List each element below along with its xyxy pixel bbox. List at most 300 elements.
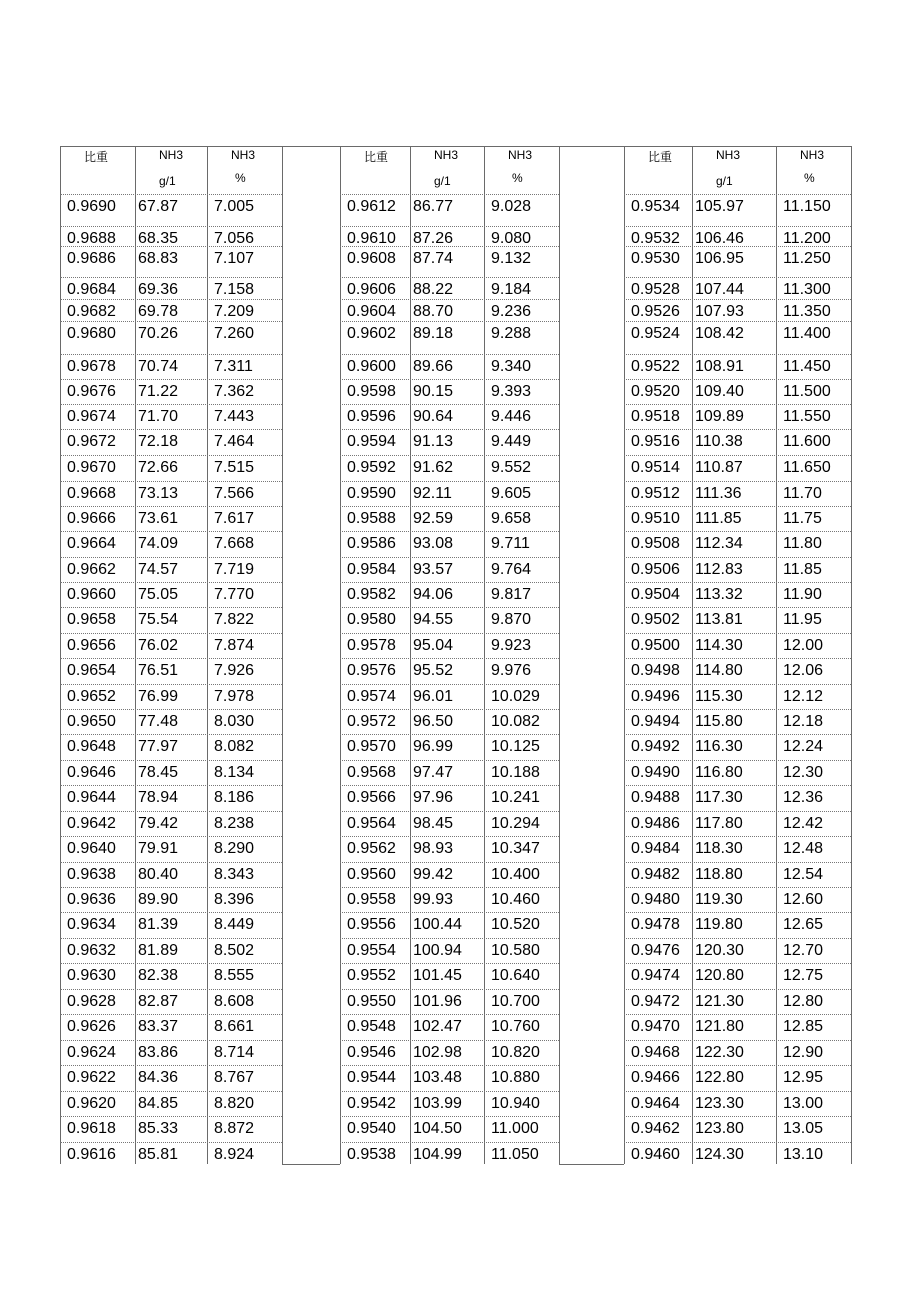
cell-specific-gravity: 0.9550 <box>347 993 396 1010</box>
cell-specific-gravity: 0.9464 <box>631 1095 680 1112</box>
cell-nh3-gl: 120.30 <box>695 942 744 959</box>
row-rule <box>340 989 559 990</box>
cell-nh3-percent: 10.880 <box>491 1069 540 1086</box>
header-specific-gravity: 比重 <box>648 150 673 164</box>
cell-nh3-percent: 8.608 <box>214 993 255 1010</box>
cell-specific-gravity: 0.9544 <box>347 1069 396 1086</box>
cell-nh3-gl: 83.86 <box>138 1044 179 1061</box>
cell-specific-gravity: 0.9516 <box>631 433 680 450</box>
cell-specific-gravity: 0.9570 <box>347 738 396 755</box>
cell-nh3-percent: 9.446 <box>491 408 532 425</box>
cell-nh3-percent: 10.347 <box>491 840 540 857</box>
cell-specific-gravity: 0.9474 <box>631 967 680 984</box>
cell-nh3-percent: 10.820 <box>491 1044 540 1061</box>
row-rule <box>340 321 559 322</box>
cell-specific-gravity: 0.9460 <box>631 1146 680 1163</box>
cell-specific-gravity: 0.9534 <box>631 198 680 215</box>
cell-nh3-percent: 7.311 <box>214 358 253 375</box>
cell-specific-gravity: 0.9508 <box>631 535 680 552</box>
cell-nh3-percent: 9.605 <box>491 485 532 502</box>
row-rule <box>624 684 851 685</box>
cell-specific-gravity: 0.9596 <box>347 408 396 425</box>
row-rule <box>340 582 559 583</box>
cell-nh3-percent: 8.290 <box>214 840 255 857</box>
row-rule <box>624 299 851 300</box>
cell-nh3-percent: 12.42 <box>783 815 824 832</box>
row-rule <box>624 836 851 837</box>
row-rule <box>60 321 282 322</box>
cell-nh3-gl: 78.94 <box>138 789 179 806</box>
header-rule <box>60 194 282 195</box>
cell-nh3-percent: 12.75 <box>783 967 824 984</box>
cell-specific-gravity: 0.9686 <box>67 250 116 267</box>
row-rule <box>624 1040 851 1041</box>
cell-nh3-percent: 11.80 <box>783 535 822 552</box>
cell-nh3-percent: 9.870 <box>491 611 532 628</box>
cell-nh3-gl: 121.80 <box>695 1018 744 1035</box>
row-rule <box>60 1065 282 1066</box>
row-rule <box>340 404 559 405</box>
cell-nh3-percent: 9.184 <box>491 281 532 298</box>
cell-nh3-percent: 9.764 <box>491 561 532 578</box>
cell-nh3-gl: 106.95 <box>695 250 744 267</box>
cell-nh3-gl: 85.33 <box>138 1120 179 1137</box>
cell-nh3-gl: 93.57 <box>413 561 454 578</box>
cell-nh3-gl: 105.97 <box>695 198 744 215</box>
cell-nh3-gl: 118.30 <box>695 840 743 857</box>
cell-specific-gravity: 0.9468 <box>631 1044 680 1061</box>
cell-nh3-gl: 85.81 <box>138 1146 179 1163</box>
cell-nh3-percent: 8.238 <box>214 815 255 832</box>
cell-specific-gravity: 0.9564 <box>347 815 396 832</box>
cell-nh3-percent: 9.658 <box>491 510 532 527</box>
cell-nh3-percent: 10.125 <box>491 738 540 755</box>
cell-nh3-gl: 79.91 <box>138 840 179 857</box>
cell-nh3-percent: 11.200 <box>783 230 831 247</box>
cell-specific-gravity: 0.9656 <box>67 637 116 654</box>
cell-nh3-gl: 70.26 <box>138 325 179 342</box>
cell-nh3-gl: 96.99 <box>413 738 454 755</box>
cell-specific-gravity: 0.9590 <box>347 485 396 502</box>
cell-nh3-gl: 97.96 <box>413 789 454 806</box>
cell-nh3-gl: 120.80 <box>695 967 744 984</box>
cell-nh3-gl: 88.70 <box>413 303 454 320</box>
row-rule <box>624 582 851 583</box>
cell-nh3-gl: 119.30 <box>695 891 743 908</box>
cell-nh3-percent: 11.500 <box>783 383 831 400</box>
cell-nh3-gl: 69.36 <box>138 281 179 298</box>
cell-specific-gravity: 0.9588 <box>347 510 396 527</box>
cell-specific-gravity: 0.9678 <box>67 358 116 375</box>
cell-specific-gravity: 0.9626 <box>67 1018 116 1035</box>
cell-specific-gravity: 0.9524 <box>631 325 680 342</box>
row-rule <box>60 862 282 863</box>
cell-nh3-percent: 7.719 <box>214 561 255 578</box>
row-rule <box>60 531 282 532</box>
cell-nh3-gl: 94.55 <box>413 611 454 628</box>
cell-specific-gravity: 0.9594 <box>347 433 396 450</box>
cell-nh3-gl: 87.26 <box>413 230 454 247</box>
cell-nh3-percent: 8.767 <box>214 1069 255 1086</box>
cell-nh3-gl: 99.93 <box>413 891 454 908</box>
cell-nh3-percent: 12.18 <box>783 713 824 730</box>
cell-nh3-percent: 13.10 <box>783 1146 824 1163</box>
cell-nh3-percent: 9.976 <box>491 662 532 679</box>
cell-nh3-gl: 102.98 <box>413 1044 462 1061</box>
cell-specific-gravity: 0.9684 <box>67 281 116 298</box>
cell-specific-gravity: 0.9666 <box>67 510 116 527</box>
cell-nh3-percent: 7.056 <box>214 230 255 247</box>
header-rule <box>624 194 851 195</box>
row-rule <box>624 912 851 913</box>
cell-specific-gravity: 0.9672 <box>67 433 116 450</box>
header-unit-gl: g/1 <box>434 174 451 188</box>
cell-nh3-gl: 98.45 <box>413 815 454 832</box>
cell-nh3-gl: 119.80 <box>695 916 743 933</box>
cell-specific-gravity: 0.9642 <box>67 815 116 832</box>
row-rule <box>60 811 282 812</box>
cell-nh3-gl: 122.80 <box>695 1069 744 1086</box>
cell-specific-gravity: 0.9690 <box>67 198 116 215</box>
row-rule <box>340 379 559 380</box>
cell-nh3-percent: 9.080 <box>491 230 532 247</box>
cell-nh3-percent: 9.028 <box>491 198 532 215</box>
cell-nh3-gl: 68.35 <box>138 230 179 247</box>
header-nh3-percent: NH3 <box>231 148 256 162</box>
cell-nh3-percent: 8.343 <box>214 866 255 883</box>
cell-nh3-percent: 8.555 <box>214 967 255 984</box>
cell-nh3-gl: 83.37 <box>138 1018 179 1035</box>
cell-specific-gravity: 0.9540 <box>347 1120 396 1137</box>
cell-specific-gravity: 0.9582 <box>347 586 396 603</box>
header-nh3-gl: NH3 <box>716 148 741 162</box>
cell-specific-gravity: 0.9600 <box>347 358 396 375</box>
cell-nh3-percent: 7.566 <box>214 485 255 502</box>
row-rule <box>60 481 282 482</box>
cell-nh3-percent: 10.640 <box>491 967 540 984</box>
header-unit-percent: % <box>804 171 815 185</box>
cell-nh3-percent: 12.95 <box>783 1069 824 1086</box>
row-rule <box>340 1065 559 1066</box>
cell-nh3-percent: 10.460 <box>491 891 540 908</box>
row-rule <box>624 963 851 964</box>
cell-nh3-gl: 104.99 <box>413 1146 462 1163</box>
cell-nh3-gl: 72.18 <box>138 433 179 450</box>
cell-nh3-percent: 12.30 <box>783 764 824 781</box>
cell-nh3-gl: 71.70 <box>138 408 179 425</box>
cell-specific-gravity: 0.9546 <box>347 1044 396 1061</box>
cell-specific-gravity: 0.9688 <box>67 230 116 247</box>
cell-nh3-gl: 73.61 <box>138 510 179 527</box>
row-rule <box>340 887 559 888</box>
cell-nh3-percent: 7.107 <box>214 250 255 267</box>
row-rule <box>340 531 559 532</box>
row-rule <box>624 811 851 812</box>
cell-specific-gravity: 0.9472 <box>631 993 680 1010</box>
row-rule <box>340 607 559 608</box>
cell-specific-gravity: 0.9576 <box>347 662 396 679</box>
cell-specific-gravity: 0.9538 <box>347 1146 396 1163</box>
cell-nh3-gl: 107.93 <box>695 303 744 320</box>
cell-nh3-percent: 8.820 <box>214 1095 255 1112</box>
cell-specific-gravity: 0.9632 <box>67 942 116 959</box>
cell-nh3-percent: 12.48 <box>783 840 824 857</box>
cell-nh3-gl: 80.40 <box>138 866 179 883</box>
row-rule <box>624 429 851 430</box>
cell-specific-gravity: 0.9674 <box>67 408 116 425</box>
row-rule <box>60 1014 282 1015</box>
cell-specific-gravity: 0.9654 <box>67 662 116 679</box>
cell-specific-gravity: 0.9676 <box>67 383 116 400</box>
cell-specific-gravity: 0.9514 <box>631 459 680 476</box>
cell-specific-gravity: 0.9510 <box>631 510 680 527</box>
cell-specific-gravity: 0.9668 <box>67 485 116 502</box>
cell-nh3-gl: 96.01 <box>413 688 454 705</box>
cell-nh3-gl: 76.02 <box>138 637 179 654</box>
cell-specific-gravity: 0.9518 <box>631 408 680 425</box>
cell-nh3-percent: 11.600 <box>783 433 831 450</box>
cell-nh3-percent: 7.005 <box>214 198 255 215</box>
cell-specific-gravity: 0.9496 <box>631 688 680 705</box>
row-rule <box>624 1014 851 1015</box>
cell-specific-gravity: 0.9542 <box>347 1095 396 1112</box>
cell-nh3-gl: 95.52 <box>413 662 454 679</box>
cell-nh3-gl: 91.13 <box>413 433 454 450</box>
cell-nh3-gl: 94.06 <box>413 586 454 603</box>
row-rule <box>340 760 559 761</box>
row-rule <box>624 658 851 659</box>
cell-specific-gravity: 0.9494 <box>631 713 680 730</box>
cell-specific-gravity: 0.9506 <box>631 561 680 578</box>
cell-nh3-gl: 69.78 <box>138 303 179 320</box>
cell-nh3-percent: 8.396 <box>214 891 255 908</box>
row-rule <box>624 607 851 608</box>
cell-specific-gravity: 0.9580 <box>347 611 396 628</box>
cell-specific-gravity: 0.9548 <box>347 1018 396 1035</box>
table-top-border <box>60 146 851 147</box>
header-rule <box>340 194 559 195</box>
row-rule <box>624 379 851 380</box>
row-rule <box>340 684 559 685</box>
cell-nh3-percent: 12.65 <box>783 916 824 933</box>
row-rule <box>340 912 559 913</box>
cell-nh3-gl: 74.09 <box>138 535 179 552</box>
row-rule <box>624 404 851 405</box>
cell-nh3-gl: 123.80 <box>695 1120 744 1137</box>
row-rule <box>340 811 559 812</box>
cell-nh3-gl: 79.42 <box>138 815 179 832</box>
cell-specific-gravity: 0.9680 <box>67 325 116 342</box>
cell-specific-gravity: 0.9640 <box>67 840 116 857</box>
row-rule <box>624 321 851 322</box>
cell-nh3-gl: 108.91 <box>695 358 744 375</box>
cell-nh3-percent: 10.241 <box>491 789 540 806</box>
row-rule <box>624 531 851 532</box>
cell-nh3-gl: 116.30 <box>695 738 743 755</box>
row-rule <box>60 226 282 227</box>
row-rule <box>340 785 559 786</box>
cell-nh3-percent: 11.150 <box>783 198 831 215</box>
cell-nh3-percent: 12.60 <box>783 891 824 908</box>
row-rule <box>624 226 851 227</box>
cell-nh3-percent: 10.700 <box>491 993 540 1010</box>
cell-specific-gravity: 0.9532 <box>631 230 680 247</box>
cell-nh3-percent: 8.714 <box>214 1044 255 1061</box>
cell-nh3-percent: 7.464 <box>214 433 255 450</box>
cell-specific-gravity: 0.9620 <box>67 1095 116 1112</box>
row-rule <box>624 785 851 786</box>
cell-nh3-percent: 7.158 <box>214 281 255 298</box>
cell-nh3-percent: 9.340 <box>491 358 532 375</box>
cell-specific-gravity: 0.9558 <box>347 891 396 908</box>
cell-nh3-percent: 7.443 <box>214 408 255 425</box>
cell-specific-gravity: 0.9652 <box>67 688 116 705</box>
cell-nh3-percent: 9.132 <box>491 250 532 267</box>
row-rule <box>340 226 559 227</box>
cell-nh3-percent: 9.288 <box>491 325 532 342</box>
cell-nh3-percent: 8.872 <box>214 1120 255 1137</box>
cell-specific-gravity: 0.9520 <box>631 383 680 400</box>
cell-nh3-percent: 12.24 <box>783 738 824 755</box>
row-rule <box>340 836 559 837</box>
row-rule <box>60 1116 282 1117</box>
header-unit-percent: % <box>235 171 246 185</box>
row-rule <box>624 481 851 482</box>
header-unit-percent: % <box>512 171 523 185</box>
cell-nh3-percent: 7.770 <box>214 586 255 603</box>
cell-specific-gravity: 0.9610 <box>347 230 396 247</box>
row-rule <box>60 938 282 939</box>
cell-nh3-gl: 117.30 <box>695 789 743 806</box>
cell-specific-gravity: 0.9660 <box>67 586 116 603</box>
cell-nh3-percent: 11.250 <box>783 250 831 267</box>
row-rule <box>624 557 851 558</box>
column-rule <box>851 146 852 1164</box>
cell-nh3-gl: 98.93 <box>413 840 454 857</box>
cell-specific-gravity: 0.9482 <box>631 866 680 883</box>
header-unit-gl: g/1 <box>159 174 176 188</box>
cell-nh3-percent: 12.06 <box>783 662 824 679</box>
column-rule <box>282 146 283 1164</box>
row-rule <box>60 912 282 913</box>
spacer-bottom-rule <box>282 1164 340 1165</box>
cell-specific-gravity: 0.9504 <box>631 586 680 603</box>
cell-nh3-gl: 71.22 <box>138 383 179 400</box>
cell-nh3-gl: 121.30 <box>695 993 744 1010</box>
cell-specific-gravity: 0.9486 <box>631 815 680 832</box>
cell-nh3-gl: 73.13 <box>138 485 179 502</box>
cell-nh3-gl: 111.85 <box>695 510 742 527</box>
row-rule <box>60 1142 282 1143</box>
row-rule <box>624 862 851 863</box>
cell-nh3-percent: 7.617 <box>214 510 255 527</box>
cell-specific-gravity: 0.9528 <box>631 281 680 298</box>
cell-nh3-percent: 9.236 <box>491 303 532 320</box>
cell-specific-gravity: 0.9462 <box>631 1120 680 1137</box>
cell-nh3-gl: 113.32 <box>695 586 743 603</box>
row-rule <box>624 455 851 456</box>
cell-nh3-gl: 78.45 <box>138 764 179 781</box>
row-rule <box>60 684 282 685</box>
cell-nh3-percent: 8.924 <box>214 1146 255 1163</box>
cell-nh3-gl: 77.97 <box>138 738 179 755</box>
row-rule <box>60 455 282 456</box>
cell-nh3-gl: 103.48 <box>413 1069 462 1086</box>
row-rule <box>60 1040 282 1041</box>
row-rule <box>340 481 559 482</box>
cell-specific-gravity: 0.9492 <box>631 738 680 755</box>
cell-nh3-gl: 112.34 <box>695 535 743 552</box>
cell-specific-gravity: 0.9682 <box>67 303 116 320</box>
cell-nh3-percent: 11.95 <box>783 611 822 628</box>
row-rule <box>60 607 282 608</box>
cell-nh3-percent: 11.400 <box>783 325 831 342</box>
cell-nh3-gl: 92.59 <box>413 510 454 527</box>
row-rule <box>624 734 851 735</box>
cell-nh3-gl: 115.30 <box>695 688 743 705</box>
cell-nh3-percent: 11.70 <box>783 485 822 502</box>
cell-nh3-percent: 10.188 <box>491 764 540 781</box>
cell-specific-gravity: 0.9584 <box>347 561 396 578</box>
row-rule <box>60 709 282 710</box>
row-rule <box>624 887 851 888</box>
cell-nh3-percent: 12.80 <box>783 993 824 1010</box>
row-rule <box>340 734 559 735</box>
cell-nh3-gl: 112.83 <box>695 561 743 578</box>
cell-nh3-percent: 7.362 <box>214 383 255 400</box>
cell-nh3-percent: 11.450 <box>783 358 831 375</box>
cell-specific-gravity: 0.9622 <box>67 1069 116 1086</box>
cell-specific-gravity: 0.9628 <box>67 993 116 1010</box>
cell-specific-gravity: 0.9662 <box>67 561 116 578</box>
cell-nh3-gl: 70.74 <box>138 358 179 375</box>
row-rule <box>624 1065 851 1066</box>
cell-specific-gravity: 0.9476 <box>631 942 680 959</box>
header-nh3-percent: NH3 <box>508 148 533 162</box>
cell-nh3-gl: 82.38 <box>138 967 179 984</box>
cell-nh3-gl: 111.36 <box>695 485 742 502</box>
cell-nh3-gl: 76.51 <box>138 662 179 679</box>
cell-specific-gravity: 0.9556 <box>347 916 396 933</box>
row-rule <box>340 963 559 964</box>
cell-specific-gravity: 0.9498 <box>631 662 680 679</box>
cell-nh3-percent: 12.36 <box>783 789 824 806</box>
cell-specific-gravity: 0.9664 <box>67 535 116 552</box>
cell-nh3-gl: 122.30 <box>695 1044 744 1061</box>
row-rule <box>624 938 851 939</box>
column-rule <box>559 146 560 1164</box>
cell-specific-gravity: 0.9490 <box>631 764 680 781</box>
cell-specific-gravity: 0.9608 <box>347 250 396 267</box>
row-rule <box>624 1142 851 1143</box>
cell-nh3-gl: 74.57 <box>138 561 179 578</box>
cell-nh3-gl: 114.80 <box>695 662 743 679</box>
cell-nh3-percent: 10.940 <box>491 1095 540 1112</box>
row-rule <box>340 1091 559 1092</box>
row-rule <box>60 404 282 405</box>
cell-nh3-gl: 81.39 <box>138 916 179 933</box>
cell-nh3-percent: 9.711 <box>491 535 530 552</box>
cell-nh3-percent: 8.134 <box>214 764 255 781</box>
cell-nh3-gl: 89.90 <box>138 891 179 908</box>
cell-specific-gravity: 0.9658 <box>67 611 116 628</box>
cell-nh3-gl: 95.04 <box>413 637 454 654</box>
cell-specific-gravity: 0.9634 <box>67 916 116 933</box>
cell-nh3-gl: 87.74 <box>413 250 454 267</box>
cell-nh3-percent: 12.12 <box>783 688 824 705</box>
cell-nh3-percent: 7.978 <box>214 688 255 705</box>
cell-nh3-gl: 102.47 <box>413 1018 462 1035</box>
